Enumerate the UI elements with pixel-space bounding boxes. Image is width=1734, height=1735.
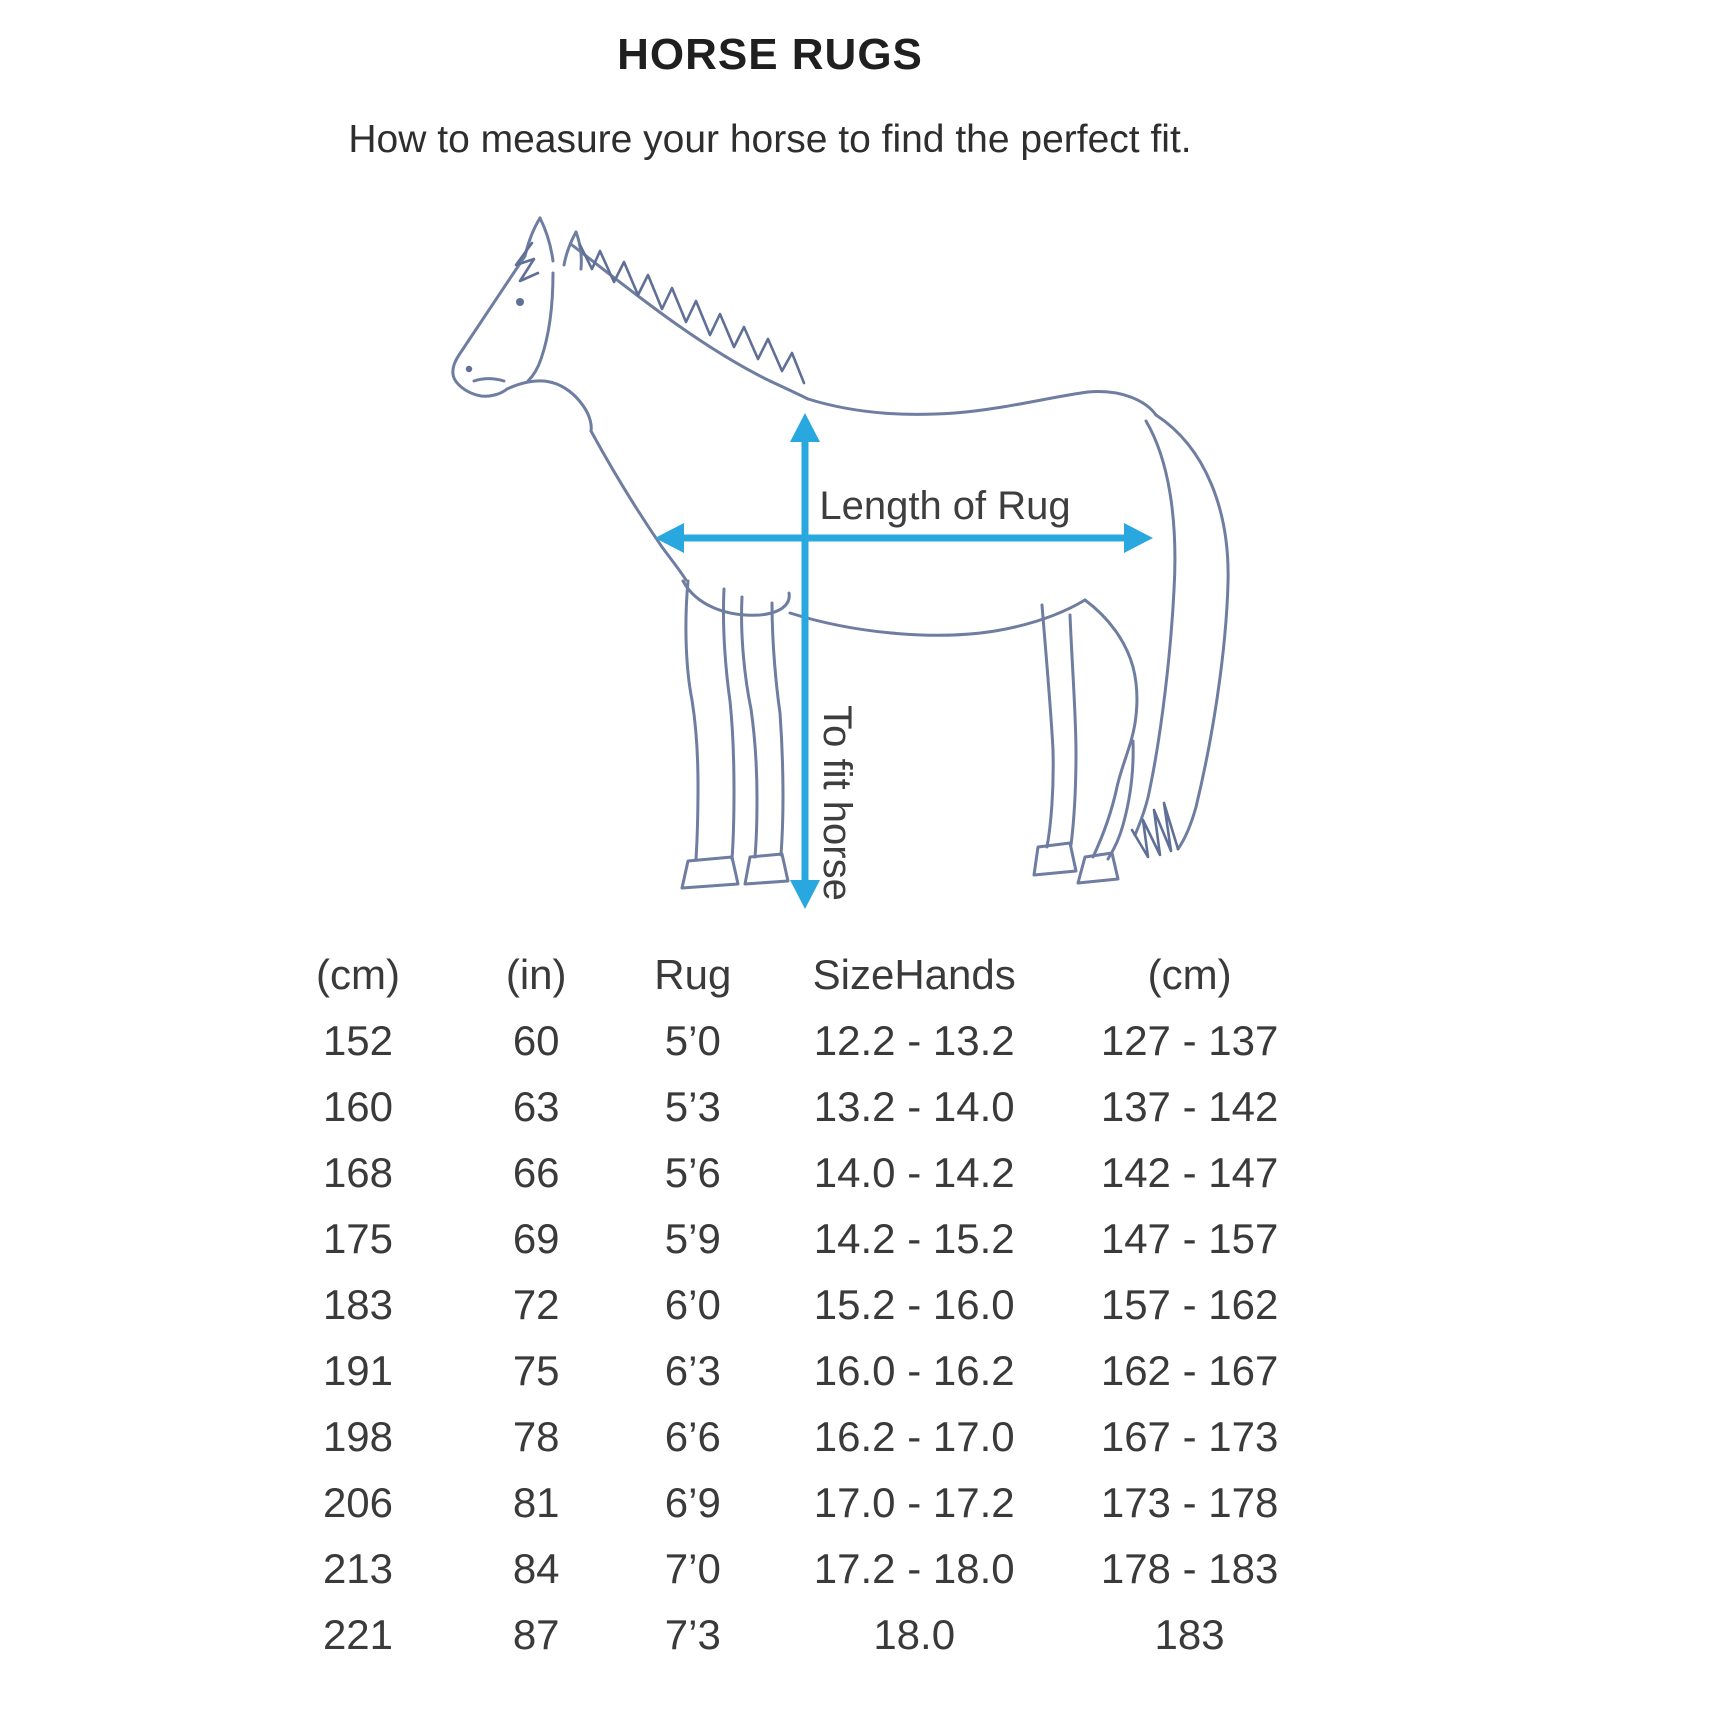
horse-measurement-figure	[440, 185, 1260, 925]
table-row	[250, 1338, 1330, 1404]
table-cell: 14.2 - 15.2	[813, 1215, 1015, 1262]
table-cell: 6’3	[664, 1347, 721, 1394]
size-table-header	[250, 942, 1330, 1008]
table-cell: 60	[512, 1017, 560, 1064]
table-cell: 18.0	[873, 1611, 956, 1658]
table-cell: 17.0 - 17.2	[813, 1479, 1015, 1526]
table-cell: 183	[1154, 1611, 1225, 1658]
header-row	[250, 942, 1330, 1008]
table-cell: 75	[512, 1347, 560, 1394]
table-cell: 84	[512, 1545, 560, 1592]
table-cell: 178 - 183	[1100, 1545, 1279, 1592]
table-cell: 87	[512, 1611, 560, 1658]
table-cell: 5’9	[664, 1215, 721, 1262]
table-cell: 167 - 173	[1100, 1413, 1279, 1460]
table-row	[250, 1140, 1330, 1206]
table-cell: 173 - 178	[1100, 1479, 1279, 1526]
table-cell: 5’0	[664, 1017, 721, 1064]
table-cell: 5’6	[664, 1149, 721, 1196]
table-cell: 127 - 137	[1100, 1017, 1279, 1064]
size-table	[250, 942, 1330, 1668]
table-cell: 152	[322, 1017, 394, 1064]
table-row	[250, 1536, 1330, 1602]
table-row	[250, 1272, 1330, 1338]
table-cell: 6’6	[664, 1413, 721, 1460]
table-row	[250, 1008, 1330, 1074]
table-cell: 7’0	[664, 1545, 721, 1592]
table-cell: 17.2 - 18.0	[813, 1545, 1015, 1592]
table-cell: 221	[322, 1611, 394, 1658]
size-table-body	[250, 1008, 1330, 1668]
table-cell: 213	[322, 1545, 394, 1592]
column-header-cm-length: (cm)	[316, 951, 400, 998]
table-cell: 6’9	[664, 1479, 721, 1526]
table-cell: 147 - 157	[1100, 1215, 1279, 1262]
table-cell: 198	[322, 1413, 394, 1460]
table-cell: 206	[322, 1479, 394, 1526]
table-row	[250, 1602, 1330, 1668]
table-cell: 6’0	[664, 1281, 721, 1328]
table-cell: 142 - 147	[1100, 1149, 1279, 1196]
table-row	[250, 1206, 1330, 1272]
table-cell: 69	[512, 1215, 560, 1262]
table-cell: 16.2 - 17.0	[813, 1413, 1015, 1460]
table-cell: 157 - 162	[1100, 1281, 1279, 1328]
table-cell: 81	[512, 1479, 560, 1526]
length-of-rug-label: Length of Rug	[819, 484, 1071, 528]
table-cell: 162 - 167	[1100, 1347, 1279, 1394]
table-cell: 160	[322, 1083, 394, 1130]
table-cell: 7’3	[664, 1611, 721, 1658]
column-header-sizehands: SizeHands	[812, 951, 1016, 998]
table-row	[250, 1404, 1330, 1470]
horse-measurement-diagram	[440, 185, 1260, 925]
page-title: HORSE RUGS	[617, 30, 923, 79]
column-header-rug: Rug	[654, 951, 732, 998]
table-cell: 137 - 142	[1100, 1083, 1279, 1130]
table-cell: 5’3	[664, 1083, 721, 1130]
table-row	[250, 1470, 1330, 1536]
column-header-in: (in)	[505, 951, 567, 998]
table-cell: 12.2 - 13.2	[813, 1017, 1015, 1064]
table-cell: 14.0 - 14.2	[813, 1149, 1015, 1196]
table-row	[250, 1074, 1330, 1140]
table-cell: 72	[512, 1281, 560, 1328]
column-header-cm-height: (cm)	[1147, 951, 1232, 998]
table-cell: 15.2 - 16.0	[813, 1281, 1015, 1328]
table-cell: 13.2 - 14.0	[813, 1083, 1015, 1130]
page-subtitle: How to measure your horse to find the perfect fit.	[348, 118, 1192, 161]
table-cell: 175	[322, 1215, 394, 1262]
table-cell: 66	[512, 1149, 560, 1196]
table-cell: 16.0 - 16.2	[813, 1347, 1015, 1394]
table-cell: 191	[322, 1347, 394, 1394]
table-cell: 63	[512, 1083, 560, 1130]
table-cell: 78	[512, 1413, 560, 1460]
table-cell: 183	[322, 1281, 394, 1328]
table-cell: 168	[322, 1149, 394, 1196]
to-fit-horse-label: To fit horse	[815, 705, 859, 901]
